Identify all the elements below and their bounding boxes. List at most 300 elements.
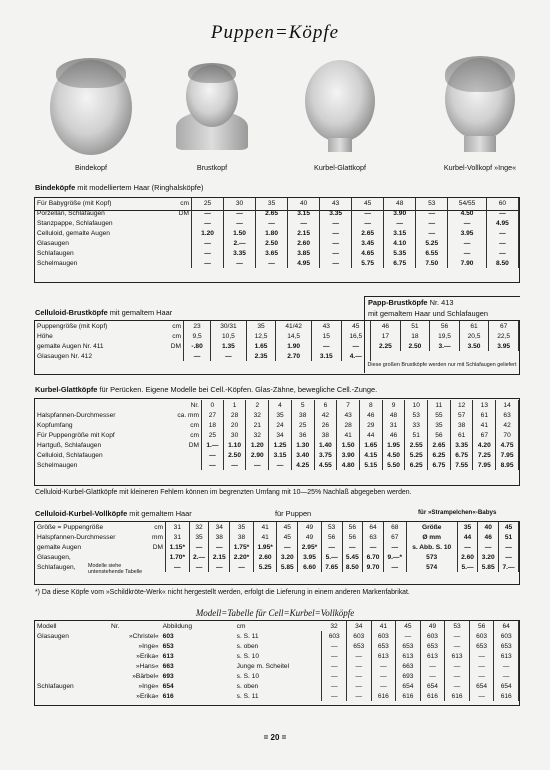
table-cell: 653	[347, 641, 372, 651]
table-cell: 654	[396, 681, 421, 691]
table-cell	[159, 258, 192, 268]
table-cell: 616	[420, 691, 445, 701]
table-cell: —	[246, 460, 269, 470]
table-row	[35, 661, 519, 671]
table-cell: 4.20	[473, 440, 496, 450]
table-cell: »Erika«	[136, 692, 159, 700]
table-cell: 33	[405, 420, 428, 430]
table-cell: —	[469, 671, 494, 681]
caption-glattkopf: Kurbel-Glattkopf	[314, 163, 366, 172]
table-cell: —	[445, 641, 470, 651]
table-cell: 7.65	[321, 562, 342, 572]
table-cell: 1.20	[246, 440, 269, 450]
table-cell: s. S. 10	[235, 651, 322, 661]
table-cell: 1	[223, 400, 246, 410]
table-cell: 5.25	[405, 450, 428, 460]
table-cell	[159, 450, 202, 460]
table-cell: 653	[371, 641, 396, 651]
table-cell: 616	[162, 692, 174, 700]
table-cell: 32	[246, 410, 269, 420]
table-cell: 35	[189, 532, 209, 542]
table-cell: 613	[420, 651, 445, 661]
table-cell: Schlafaugen	[37, 249, 74, 257]
table-cell: 44	[359, 430, 382, 440]
table-cell: —	[347, 661, 372, 671]
table-cell: —	[184, 351, 211, 361]
table-cell: 4.55	[314, 460, 337, 470]
table-cell: cm	[139, 522, 166, 532]
table-cell: Glasaugen,	[37, 553, 71, 561]
table-cell: —	[416, 228, 448, 238]
table-cell: 2.60	[253, 552, 277, 562]
table-cell: 46	[382, 430, 405, 440]
fuer-puppen-label: für Puppen	[275, 509, 312, 518]
table-cell: 7.—	[499, 562, 519, 572]
table-cell: 2.25	[371, 341, 401, 351]
table-cell: —	[256, 258, 288, 268]
table-cell: 1.65	[359, 440, 382, 450]
table-cell: »Hans«	[135, 662, 159, 670]
table-cell: —	[211, 351, 247, 361]
table-cell: 41/42	[276, 321, 312, 331]
table-row	[35, 321, 519, 331]
table-cell: 54/55	[448, 198, 487, 208]
table-row	[35, 440, 519, 450]
table-cell: 653	[162, 642, 174, 650]
table-cell: —	[192, 258, 224, 268]
table-cell: 9,5	[184, 331, 211, 341]
table-cell: 2.50	[256, 238, 288, 248]
table-cell: 46	[359, 410, 382, 420]
table-cell: —	[384, 218, 416, 228]
table-cell: —	[321, 542, 342, 552]
table-cell: 603	[420, 631, 445, 641]
table-cell: 6.70	[363, 552, 384, 562]
table-cell: »Inge«	[138, 682, 159, 690]
table-cell: cm	[159, 198, 192, 208]
table-cell	[159, 228, 192, 238]
table-cell: DM	[159, 208, 192, 218]
table-cell: —	[230, 562, 254, 572]
table-cell: —	[499, 542, 519, 552]
table-cell: s. S. 11	[235, 691, 322, 701]
table-row	[35, 351, 519, 361]
table-cell: 2.65	[352, 228, 384, 238]
table-cell	[149, 351, 184, 361]
table-row	[35, 450, 519, 460]
table-cell: 6	[314, 400, 337, 410]
table-cell: —	[288, 218, 320, 228]
table-cell: 3.35	[224, 248, 256, 258]
table-cell: —	[499, 552, 519, 562]
table-cell: 38	[450, 420, 473, 430]
table-cell: Glasaugen	[37, 632, 69, 640]
table-cell: —	[322, 681, 347, 691]
table-cell: 68	[383, 522, 406, 532]
table-cell: 3.15	[311, 351, 341, 361]
table-cell: —	[322, 651, 347, 661]
table-cell: 45	[499, 522, 519, 532]
table-cell: 63	[363, 532, 384, 542]
table-cell: —	[347, 681, 372, 691]
table-row	[35, 522, 519, 532]
table-cell: 44	[457, 532, 478, 542]
table-cell: 613	[494, 651, 519, 661]
table-cell: 41	[337, 430, 360, 440]
table-cell: 28	[223, 410, 246, 420]
table-cell: 1.75*	[230, 542, 254, 552]
table-cell: Größe	[406, 522, 457, 532]
strampelchen-label: für »Strampelchen«-Babys	[418, 509, 497, 516]
table-cell: DM	[139, 542, 166, 552]
table-cell: 1.50	[224, 228, 256, 238]
table-cell: Schelmaugen	[37, 259, 78, 267]
table-cell: 603	[469, 631, 494, 641]
table-cell: 2.35	[246, 351, 276, 361]
table-cell: 12	[450, 400, 473, 410]
section-kurbel-vollkoepfe-heading: Celluloid-Kurbel-Vollköpfe mit gemaltem Haar	[35, 509, 192, 518]
section-bindekoepfe-heading: Bindeköpfe mit modelliertem Haar (Ringhalsköpfe)	[35, 183, 204, 192]
table-cell: 7.55	[450, 460, 473, 470]
table-cell: 4.15	[359, 450, 382, 460]
table-cell: 23	[184, 321, 211, 331]
table-row	[35, 430, 519, 440]
table-cell: —	[363, 542, 384, 552]
table-cell: 2.90	[246, 450, 269, 460]
table-cell: 45	[396, 621, 421, 631]
section-papp-brustkoepfe-heading: Papp-Brustköpfe Nr. 413	[368, 298, 454, 307]
table-cell: cm	[149, 321, 184, 331]
table-cell: 35	[246, 321, 276, 331]
table-cell: Nr.	[159, 400, 202, 410]
table-cell: 30/31	[211, 321, 247, 331]
table-cell	[139, 552, 166, 562]
table-cell: 3.45	[352, 238, 384, 248]
table-cell: —	[469, 691, 494, 701]
table-row	[35, 258, 519, 268]
table-bindekoepfe	[35, 198, 519, 268]
table-row	[35, 400, 519, 410]
table-cell: 2.65	[428, 440, 451, 450]
table-cell: Abbildung	[162, 622, 192, 630]
table-cell: —	[342, 542, 363, 552]
table-cell: 30	[223, 430, 246, 440]
table-cell: 22,5	[489, 331, 519, 341]
table-cell: 3.90	[384, 208, 416, 218]
table-cell: 61	[450, 430, 473, 440]
table-cell: 654	[420, 681, 445, 691]
table-cell: 5.45	[342, 552, 363, 562]
table-cell: 7.95	[496, 450, 519, 460]
table-cell: 17	[371, 331, 401, 341]
table-cell: 1.35	[211, 341, 247, 351]
table-cell: 32	[322, 621, 347, 631]
table-cell: 45	[277, 532, 298, 542]
table-row	[35, 341, 519, 351]
table-cell: 616	[494, 691, 519, 701]
table-cell: 3.15	[269, 450, 292, 460]
table-cell: —	[371, 661, 396, 671]
table-cell: 49	[298, 522, 322, 532]
table-cell: 42	[496, 420, 519, 430]
table-cell: 1.30	[291, 440, 314, 450]
table-cell: —	[420, 661, 445, 671]
table-cell: 6.25	[405, 460, 428, 470]
table-cell: 663	[396, 661, 421, 671]
table-cell: 2.50	[223, 450, 246, 460]
table-cell: 4.—	[341, 351, 371, 361]
table-cell: 2.65	[256, 208, 288, 218]
caption-vollkopf: Kurbel-Vollkopf »Inge«	[443, 163, 517, 172]
section-kurbel-glattkoepfe-heading: Kurbel-Glattköpfe für Perücken. Eigene Modelle bei Cell.-Köpfen. Glas-Zähne, bewegliche Cell.-Zunge.	[35, 385, 378, 394]
table-cell: Porzellan, Schlafaugen	[37, 209, 105, 217]
table-cell: —	[256, 218, 288, 228]
table-cell: 57	[450, 410, 473, 420]
table-cell: 4.50	[448, 208, 487, 218]
table-row	[35, 198, 519, 208]
table-cell: —	[486, 228, 518, 238]
table-cell: cm	[236, 622, 246, 630]
table-cell: —	[322, 661, 347, 671]
table-cell: 5.35	[384, 248, 416, 258]
table-cell: 2.15	[288, 228, 320, 238]
table-cell: —	[347, 671, 372, 681]
table-cell: —	[224, 258, 256, 268]
table-cell: —	[396, 631, 421, 641]
table-cell: —	[192, 218, 224, 228]
papp-note: Diese großen Brustköpfe werden nur mit Schlafaugen geliefert	[367, 362, 517, 368]
table-cell: 12,5	[246, 331, 276, 341]
table-cell: 35	[269, 410, 292, 420]
table-cell: 654	[162, 682, 174, 690]
table-row	[35, 621, 519, 631]
table-cell: 63	[496, 410, 519, 420]
table-cell: —	[320, 228, 352, 238]
table-cell: 3.90	[337, 450, 360, 460]
table-cell: 51	[405, 430, 428, 440]
table-cell: 45	[341, 321, 371, 331]
table-cell: 8.50	[486, 258, 518, 268]
table-cell: —	[478, 542, 499, 552]
table-cell: 2	[246, 400, 269, 410]
table-cell: 34	[269, 430, 292, 440]
table-cell: —	[420, 671, 445, 681]
table-cell: 9	[382, 400, 405, 410]
table-cell: Schelmaugen	[37, 461, 78, 469]
table-cell: 29	[359, 420, 382, 430]
table-cell: 7.25	[473, 450, 496, 460]
table-cell: 67	[473, 430, 496, 440]
table-cell: 616	[445, 691, 470, 701]
table-cell: —	[445, 671, 470, 681]
table-cell: —	[486, 208, 518, 218]
table-cell: 613	[371, 651, 396, 661]
table-cell: 48	[384, 198, 416, 208]
table-cell: 35	[457, 522, 478, 532]
table-cell: —	[448, 218, 487, 228]
table-cell: Puppengröße (mit Kopf)	[37, 322, 108, 330]
table-cell: —	[189, 562, 209, 572]
table-cell: 51	[400, 321, 430, 331]
modelle-hint: Modelle siehe untenstehende Tabelle	[88, 563, 143, 575]
table-cell: 3.95	[448, 228, 487, 238]
table-cell: 5.85	[277, 562, 298, 572]
table-cell: —	[383, 562, 406, 572]
table-row	[35, 228, 519, 238]
table-cell: 56	[342, 532, 363, 542]
table-cell: Schlafaugen,	[37, 563, 76, 571]
table-cell: 11	[428, 400, 451, 410]
table-cell: 70	[496, 430, 519, 440]
table-row	[35, 331, 519, 341]
table-cell: 5.85	[478, 562, 499, 572]
table-cell: —	[352, 208, 384, 218]
table-cell: 4.10	[384, 238, 416, 248]
table-cell: 5.75	[352, 258, 384, 268]
table-cell: Hartguß, Schlafaugen	[37, 441, 102, 449]
table-cell: Halspfannen-Durchmesser	[37, 533, 116, 541]
table-cell: 3.—	[430, 341, 460, 351]
table-cell: 663	[162, 662, 174, 670]
table-cell: 18	[202, 420, 224, 430]
table-cell: 5	[291, 400, 314, 410]
table-cell	[35, 400, 159, 410]
table-cell: 8.95	[496, 460, 519, 470]
table-cell: —	[457, 542, 478, 552]
table-cell: 693	[162, 672, 174, 680]
table-cell: 53	[405, 410, 428, 420]
table-cell	[159, 218, 192, 228]
table-cell: —	[371, 671, 396, 681]
table-cell: 56	[430, 321, 460, 331]
table-cell: 46	[371, 321, 401, 331]
table-cell: 24	[269, 420, 292, 430]
table-cell: 616	[371, 691, 396, 701]
table-cell: 5.50	[382, 460, 405, 470]
table-cell: 67	[383, 532, 406, 542]
table-cell: 5.—	[457, 562, 478, 572]
table-cell: 60	[486, 198, 518, 208]
table-cell: 3.35	[450, 440, 473, 450]
table-cell: 32	[189, 522, 209, 532]
table-row	[35, 691, 519, 701]
table-cell: 3.95	[489, 341, 519, 351]
table-cell: —	[277, 542, 298, 552]
table-cell: Celluloid, gemalte Augen	[37, 229, 110, 237]
table-cell: 10,5	[211, 331, 247, 341]
table-cell: 6.75	[428, 460, 451, 470]
table-cell: 654	[469, 681, 494, 691]
table-cell: »Erika«	[136, 652, 159, 660]
table-cell: 8	[359, 400, 382, 410]
table-cell: 25	[192, 198, 224, 208]
table-cell: —	[224, 208, 256, 218]
table-cell: 43	[337, 410, 360, 420]
table-cell: 2.50	[400, 341, 430, 351]
table-row	[35, 631, 519, 641]
table-row	[35, 218, 519, 228]
table-cell: 34	[347, 621, 372, 631]
table-cell: 3.75	[314, 450, 337, 460]
table-cell: 1.70*	[166, 552, 190, 562]
table-cell: 5.25	[253, 562, 277, 572]
table-cell: —	[445, 681, 470, 691]
table-cell: 693	[396, 671, 421, 681]
table-cell: 49	[420, 621, 445, 631]
table-cell: 7	[337, 400, 360, 410]
table-cell: 19,5	[430, 331, 460, 341]
table-cell: 14	[496, 400, 519, 410]
table-cell: 1.25	[269, 440, 292, 450]
page-number: = 20 =	[263, 733, 287, 742]
table-cell: —	[383, 542, 406, 552]
table-cell: s. S. 11	[235, 631, 322, 641]
table-cell: cm	[149, 331, 184, 341]
table-cell: 3.95	[298, 552, 322, 562]
table-cell: 4	[269, 400, 292, 410]
table-cell: —	[223, 460, 246, 470]
table-cell: 61	[473, 410, 496, 420]
table-cell: 1.15*	[166, 542, 190, 552]
table-cell: 9.70	[363, 562, 384, 572]
table-cell: 2.70	[276, 351, 312, 361]
table-cell: 1.65	[246, 341, 276, 351]
table-cell: —	[469, 661, 494, 671]
table-cell: 7.90	[448, 258, 487, 268]
table-cell: —	[445, 661, 470, 671]
table-cell: 43	[320, 198, 352, 208]
table-cell: 1.10	[223, 440, 246, 450]
table-cell: -.80	[184, 341, 211, 351]
table-cell: 4.75	[496, 440, 519, 450]
table-cell: 67	[489, 321, 519, 331]
table-cell: Für Puppengröße mit Kopf	[37, 431, 115, 439]
table-kurbel-glattkoepfe	[35, 400, 519, 470]
table-cell: 603	[162, 632, 174, 640]
table-cell: 55	[428, 410, 451, 420]
table-cell: s. Abb. S. 10	[406, 542, 457, 552]
table-cell: —	[322, 641, 347, 651]
table-cell: 16,5	[341, 331, 371, 341]
table-cell: 603	[322, 631, 347, 641]
table-cell: 34	[209, 522, 230, 532]
table-celluloid-brustkoepfe	[35, 321, 519, 361]
papp-subheading: mit gemaltem Haar und Schlafaugen	[368, 309, 488, 318]
table-cell: s. oben	[235, 641, 322, 651]
table-cell: 31	[166, 532, 190, 542]
table-cell: 603	[494, 631, 519, 641]
table-cell	[35, 691, 109, 701]
table-cell: 6.75	[384, 258, 416, 268]
table-cell: —	[352, 218, 384, 228]
table-cell: 654	[494, 681, 519, 691]
table-cell: —	[166, 562, 190, 572]
table-cell: »Inge«	[138, 642, 159, 650]
table-cell: ca. mm	[159, 410, 202, 420]
table-row	[35, 410, 519, 420]
table-cell: 6.60	[298, 562, 322, 572]
table-cell: 603	[347, 631, 372, 641]
table-cell: 38	[209, 532, 230, 542]
table-cell: DM	[149, 341, 184, 351]
table-cell: —	[341, 341, 371, 351]
table-cell: Glasaugen	[37, 239, 69, 247]
table-cell: 1.90	[276, 341, 312, 351]
table-cell: 653	[494, 641, 519, 651]
table-cell: 5.15	[359, 460, 382, 470]
caption-brustkopf: Brustkopf	[196, 163, 228, 172]
table-cell: 2.20*	[230, 552, 254, 562]
